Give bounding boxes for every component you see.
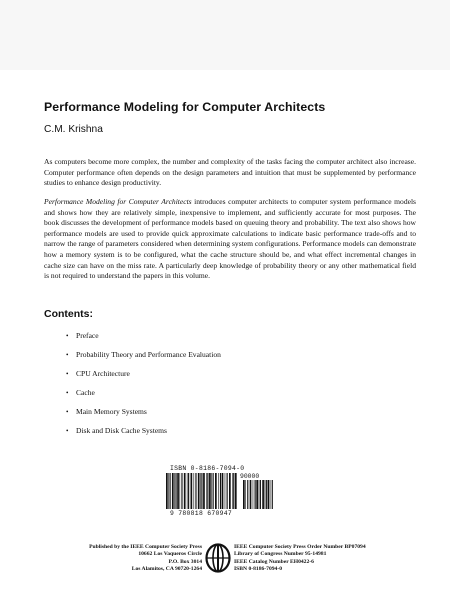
contents-item-label: Main Memory Systems (76, 406, 147, 416)
barcode-bar (266, 480, 267, 509)
description-title: Performance Modeling for Computer Architects (44, 197, 192, 206)
book-title: Performance Modeling for Computer Architects (44, 100, 326, 114)
barcode-bar (184, 473, 186, 509)
barcode-bar (168, 473, 169, 509)
bullet-icon: • (66, 369, 69, 378)
barcode-bar (194, 473, 195, 509)
isbn-barcode-icon (166, 473, 238, 509)
barcode-bar (220, 473, 221, 509)
barcode-bar (247, 480, 248, 509)
barcode-bar (213, 473, 214, 509)
barcode-bar (232, 473, 233, 509)
intro-paragraph: As computers become more complex, the number and complexity of the tasks facing the computer architect also increase. Computer performance often depends on the design parameters and intuition that must be supplemented by performance studies to enhance design productivity. (44, 157, 416, 188)
barcode-bar (250, 480, 252, 509)
publisher-line: Los Alamitos, CA 90720-1264 (131, 566, 202, 573)
barcode-bar (180, 473, 181, 509)
barcode-number: 9 780818 670947 (170, 510, 233, 517)
barcode-bar (203, 473, 205, 509)
barcode-bar (222, 473, 224, 509)
contents-item (66, 326, 221, 345)
contents-item (66, 421, 221, 440)
bullet-icon: • (66, 350, 69, 359)
barcode-bar (262, 480, 264, 509)
barcode-bar (268, 480, 270, 509)
bullet-icon: • (66, 331, 69, 340)
barcode-price-code: 90000 (240, 473, 260, 480)
barcode-bar (218, 473, 219, 509)
contents-item (66, 383, 221, 402)
price-barcode-icon (243, 480, 273, 509)
publisher-address (64, 544, 202, 574)
contents-item-label: CPU Architecture (76, 368, 130, 378)
barcode-bar (270, 480, 271, 509)
barcode-bar (235, 473, 237, 509)
barcode-bar (187, 473, 188, 509)
barcode-bar (198, 473, 200, 509)
barcode-bar (206, 473, 207, 509)
barcode-bar (177, 473, 179, 509)
contents-item-label: Disk and Disk Cache Systems (76, 425, 167, 435)
publisher-line: Published by the IEEE Computer Society Press (89, 544, 202, 550)
barcode-bar (211, 473, 212, 509)
bullet-icon: • (66, 426, 69, 435)
barcode-bar (233, 473, 234, 509)
barcode-bar (166, 473, 168, 509)
barcode-bar (174, 473, 175, 509)
book-author: C.M. Krishna (44, 124, 103, 135)
barcode-bar (207, 473, 208, 509)
barcode-bar (260, 480, 261, 509)
publisher-info-line: IEEE Catalog Number EH0422-6 (234, 558, 314, 565)
barcode-bar (259, 480, 260, 509)
publisher-info-line: Library of Congress Number 95-14981 (234, 551, 327, 558)
bullet-icon: • (66, 388, 69, 397)
barcode-bar (191, 473, 193, 509)
contents-heading: Contents: (44, 308, 93, 320)
top-band (0, 0, 450, 70)
barcode-bar (265, 480, 266, 509)
contents-item (66, 345, 221, 364)
barcode-bar (195, 473, 196, 509)
ieee-cs-logo-icon (205, 543, 231, 573)
contents-item-label: Cache (76, 387, 95, 397)
barcode-isbn-label: ISBN 0-8186-7094-0 (170, 465, 245, 472)
contents-item-label: Probability Theory and Performance Evaluation (76, 349, 221, 359)
publisher-info-line: IEEE Computer Society Press Order Number BP07094 (234, 544, 366, 550)
contents-item (66, 402, 221, 421)
barcode-bar (253, 480, 254, 509)
barcode-bar (227, 473, 228, 509)
publisher-order-info (234, 544, 404, 574)
contents-item (66, 364, 221, 383)
barcode-bar (188, 473, 189, 509)
barcode-bar (243, 480, 245, 509)
barcode-bar (209, 473, 211, 509)
publisher-line: 10662 Los Vaqueros Circle (138, 551, 202, 558)
contents-list (66, 326, 221, 440)
barcode-bar (255, 480, 256, 509)
barcode-bar (201, 473, 202, 509)
barcode-bar (215, 473, 217, 509)
publisher-line: P.O. Box 3014 (168, 558, 202, 565)
contents-item-label: Preface (76, 330, 99, 340)
bullet-icon: • (66, 407, 69, 416)
barcode-bar (245, 480, 246, 509)
barcode-bar (170, 473, 171, 509)
barcode-bar (200, 473, 201, 509)
description-body: introduces computer architects to computer system performance models and shows how they are relatively simple, inexpensive to implement, and sufficiently accurate for most purposes. The book discusses the development of performance models based on queuing theory and probability. The text also shows how performance models are used to provide quick approximate calculations to indicate basic performance trade-offs and to narrow the range of parameters considered when determining system configurations. Performance models can demonstrate how a memory system is to be configured, what the cache structure should be, and what effect incremental changes in cache size can have on the miss rate. A particularly deep knowledge of probability theory or any other mathematical field is not required to understand the papers in this volume. (44, 197, 416, 281)
barcode-bar (181, 473, 182, 509)
description-paragraph (44, 197, 416, 282)
barcode-bar (229, 473, 231, 509)
barcode-bar (225, 473, 226, 509)
publisher-info-line: ISBN 0-8186-7094-0 (234, 566, 283, 573)
barcode-bar (172, 473, 174, 509)
barcode-bar (256, 480, 258, 509)
barcode-bar (175, 473, 176, 509)
barcode-bar (272, 480, 273, 509)
